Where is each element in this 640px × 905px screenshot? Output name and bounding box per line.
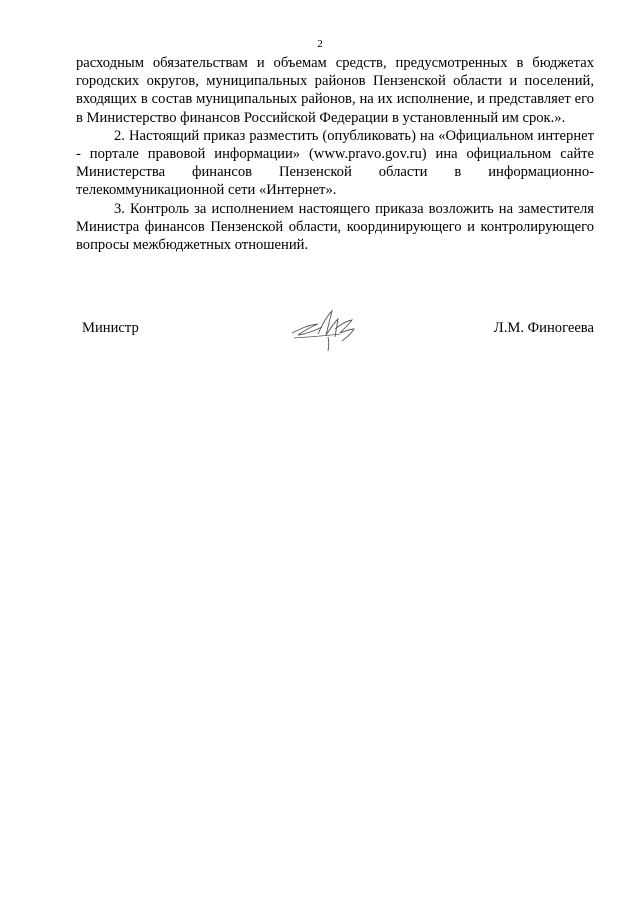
- handwritten-signature: [288, 307, 368, 355]
- paragraph-publication: 2. Настоящий приказ разместить (опубликовать) на «Официальном интернет - портале правовой информации» (www.pravo.gov.ru) ина официальном сайте Министерства финансов Пензенской области в информационно-телекоммуникационной сети «Интернет».: [76, 127, 594, 199]
- page-number: 2: [317, 38, 323, 50]
- signatory-name: Л.М. Финогеева: [493, 320, 594, 336]
- document-body: [76, 54, 594, 254]
- signatory-title: Министр: [82, 320, 139, 336]
- signature-block: [76, 311, 594, 359]
- paragraph-control: 3. Контроль за исполнением настоящего приказа возложить на заместителя Министра финансов Пензенской области, координирующего и контролирующего вопросы межбюджетных отношений.: [76, 200, 594, 254]
- paragraph-continued: расходным обязательствам и объемам средств, предусмотренных в бюджетах городских округов, муниципальных районов Пензенской области и поселений, входящих в состав муниципальных районов, на их исполнение, и представляет его в Министерство финансов Российской Федерации в установленный им срок.».: [76, 55, 594, 126]
